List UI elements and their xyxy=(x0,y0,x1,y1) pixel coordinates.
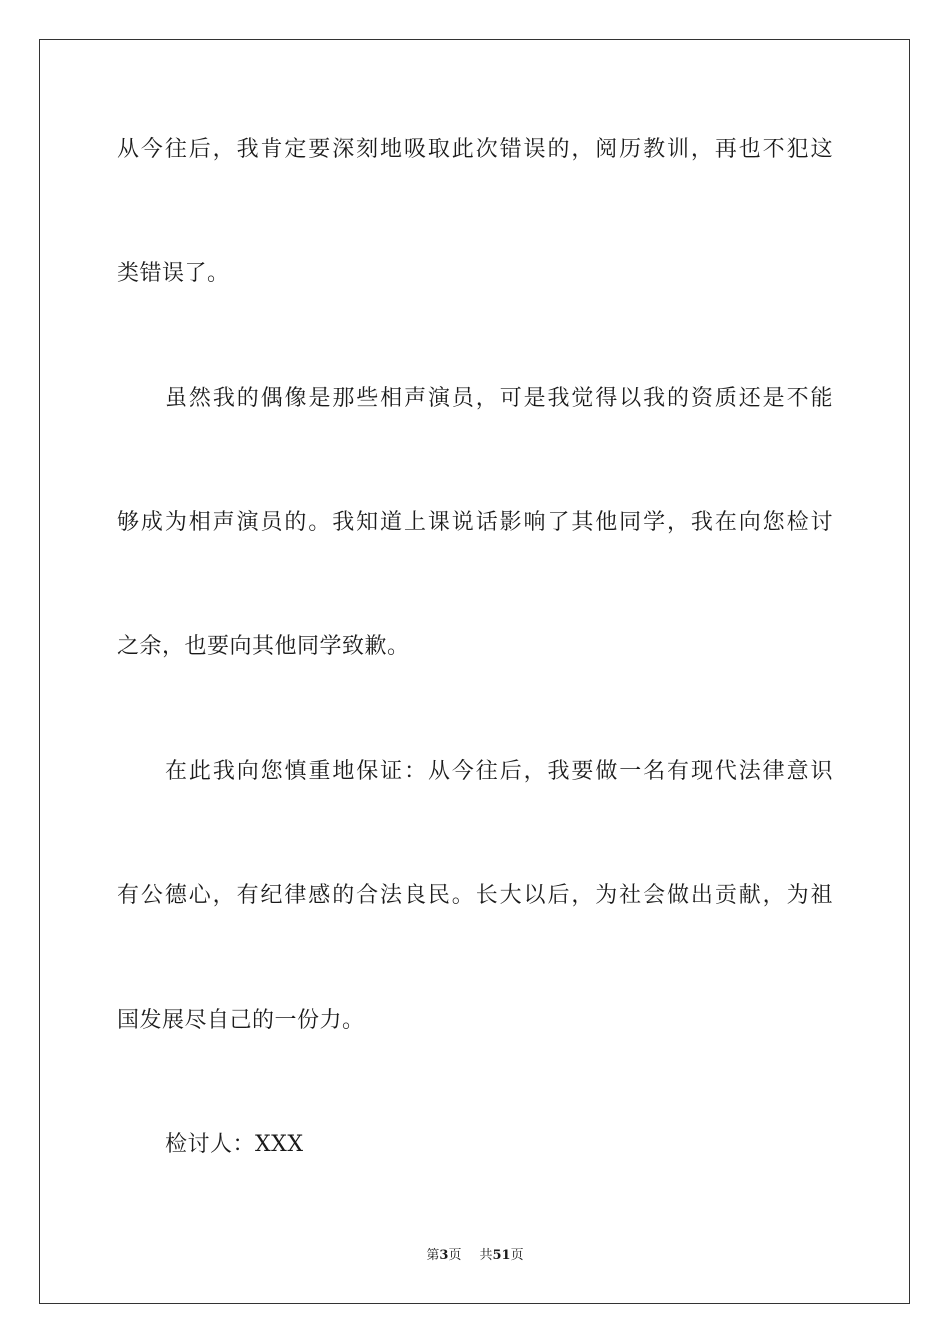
paragraph-1-line-2: 类错误了。 xyxy=(117,261,230,286)
paragraph-2-line-3: 之余，也要向其他同学致歉。 xyxy=(117,634,410,659)
page-current-number: 3 xyxy=(439,1248,449,1263)
paragraph-3-line-1: 在此我向您慎重地保证：从今往后，我要做一名有现代法律意识 xyxy=(165,759,833,784)
paragraph-3-line-2: 有公德心，有纪律感的合法良民。长大以后，为社会做出贡献，为祖 xyxy=(117,883,833,908)
total-label-prefix: 共 xyxy=(479,1248,493,1263)
paragraph-2-line-2: 够成为相声演员的。我知道上课说话影响了其他同学，我在向您检讨 xyxy=(117,510,833,535)
page-label-prefix: 第 xyxy=(426,1248,440,1263)
paragraph-1-line-1: 从今往后，我肯定要深刻地吸取此次错误的，阅历教训，再也不犯这 xyxy=(117,137,833,162)
signature: 检讨人：XXX xyxy=(165,1132,304,1157)
page-total-number: 51 xyxy=(492,1248,511,1263)
paragraph-2-line-1: 虽然我的偶像是那些相声演员，可是我觉得以我的资质还是不能 xyxy=(165,386,833,411)
page-border xyxy=(39,39,910,1304)
paragraph-3-line-3: 国发展尽自己的一份力。 xyxy=(117,1008,365,1033)
total-label-unit: 页 xyxy=(510,1248,524,1263)
page-label-unit: 页 xyxy=(448,1248,462,1263)
page-footer xyxy=(0,1247,950,1265)
